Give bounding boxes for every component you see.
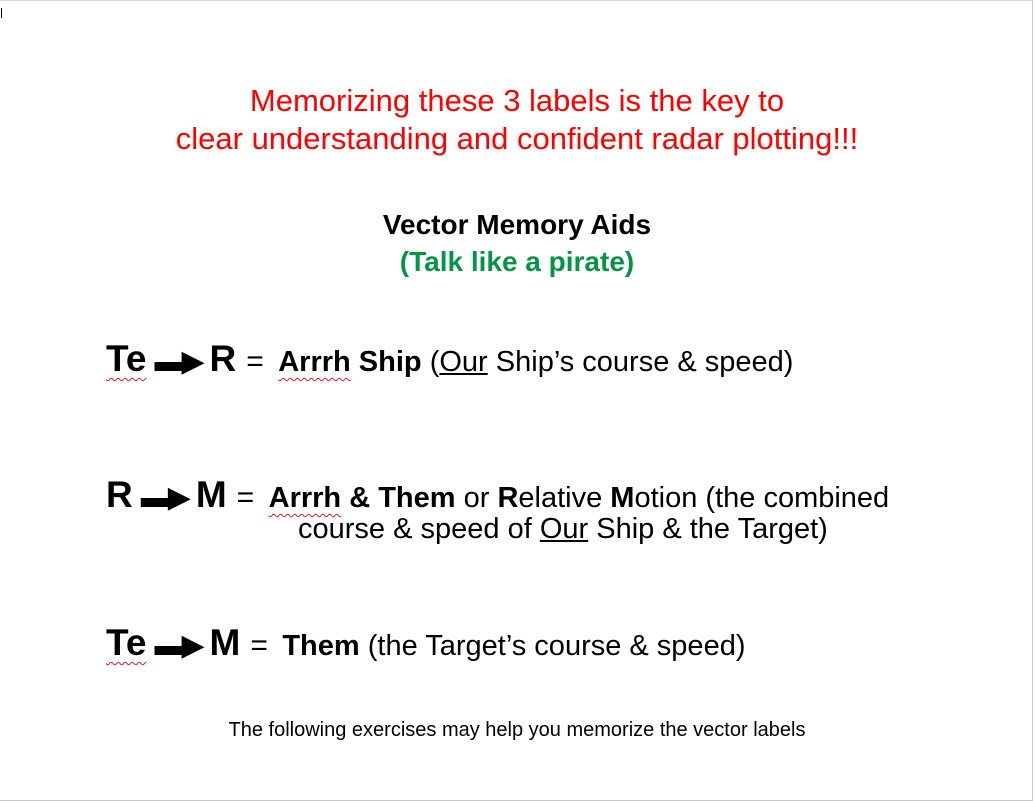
headline-line-2: clear understanding and confident radar plotting!!! xyxy=(175,121,859,156)
mnemonic-ship: Ship xyxy=(350,346,422,378)
vector-to-label: M xyxy=(209,622,241,663)
relative-rest: elative xyxy=(518,482,611,514)
continuation-post: Ship & the Target) xyxy=(588,513,828,545)
description-rest: (the Target’s course & speed) xyxy=(359,630,746,662)
aids-subtitle: (Talk like a pirate) xyxy=(399,246,635,277)
vector-from-label: Te xyxy=(106,622,147,663)
vector-from-label: Te xyxy=(106,338,147,379)
equals-sign: = xyxy=(246,345,264,378)
vector-row-te-m xyxy=(106,622,745,664)
our-underlined: Our xyxy=(539,513,589,545)
vector-description xyxy=(278,346,793,378)
mnemonic-them: & Them xyxy=(341,482,456,514)
vector-row-r-m xyxy=(106,474,889,516)
or-text: or xyxy=(455,482,498,514)
vector-from-label: R xyxy=(106,474,133,515)
vector-description xyxy=(269,482,890,514)
mnemonic-them: Them xyxy=(282,630,360,662)
arrow-icon: ▬▶ xyxy=(154,629,202,662)
equals-sign: = xyxy=(250,629,268,662)
letter-m: M xyxy=(610,482,635,514)
arrow-icon: ▬▶ xyxy=(154,345,202,378)
paren-open: ( xyxy=(429,346,440,378)
equals-sign: = xyxy=(236,481,255,514)
headline-line-1: Memorizing these 3 labels is the key to xyxy=(249,83,785,118)
arrow-icon: ▬▶ xyxy=(140,481,188,514)
continuation-pre: course & speed of xyxy=(298,513,540,545)
motion-rest: otion (the combined xyxy=(634,482,890,514)
aids-title: Vector Memory Aids xyxy=(382,209,652,240)
vector-description xyxy=(282,630,745,662)
vector-to-label: R xyxy=(209,338,237,379)
text-cursor xyxy=(1,8,2,18)
description-rest: Ship’s course & speed) xyxy=(487,346,794,378)
mnemonic-arrrh: Arrrh xyxy=(278,346,351,378)
vector-row-te-r xyxy=(106,338,793,380)
letter-r: R xyxy=(497,482,519,514)
footer-note: The following exercises may help you memorize the vector labels xyxy=(228,719,806,741)
headline xyxy=(0,82,1034,158)
vector-to-label: M xyxy=(195,474,227,515)
mnemonic-arrrh: Arrrh xyxy=(268,482,342,514)
vector-row-r-m-continuation xyxy=(298,513,828,546)
our-underlined: Our xyxy=(439,346,488,378)
